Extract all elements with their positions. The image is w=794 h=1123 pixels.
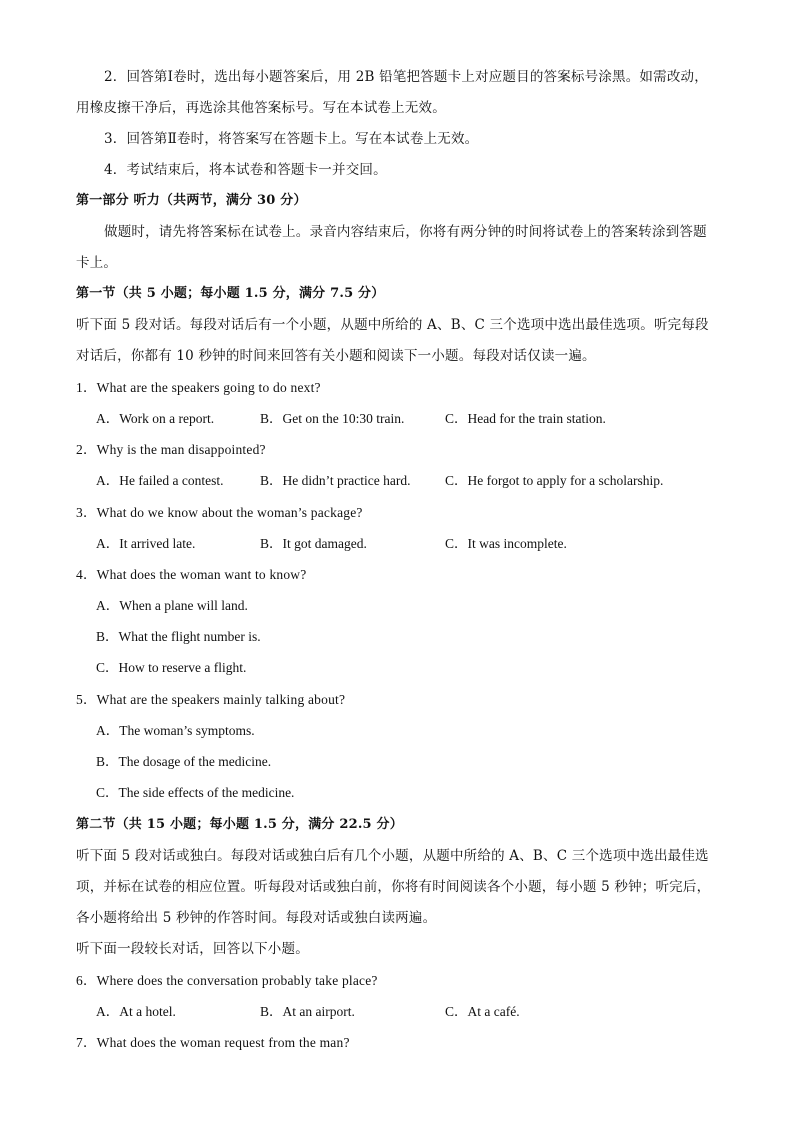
question-3-stem: 3．What do we know about the woman’s package? (76, 505, 363, 520)
question-6-stem: 6．Where does the conversation probably take place? (76, 973, 378, 988)
section2-intro-line-1: 听下面 5 段对话或独白。每段对话或独白后有几个小题，从题中所给的 A、B、C 三个选项中选出最佳选 (76, 848, 709, 864)
question-5-option-c: C．The side effects of the medicine. (96, 785, 295, 800)
question-4-option-b: B．What the flight number is. (96, 629, 261, 644)
instruction-item-4: 4．考试结束后，将本试卷和答题卡一并交回。 (104, 162, 387, 178)
question-4-option-a: A．When a plane will land. (96, 598, 248, 613)
question-3-option-b: B．It got damaged. (260, 536, 367, 551)
question-7-stem: 7．What does the woman request from the man? (76, 1035, 350, 1050)
question-2-option-b: B．He didn’t practice hard. (260, 473, 411, 488)
part1-heading: 第一部分 听力（共两节，满分 30 分） (76, 193, 307, 208)
question-6-option-c: C．At a café. (445, 1004, 520, 1019)
question-1-option-a: A．Work on a report. (96, 411, 215, 426)
section2-heading: 第二节（共 15 小题；每小题 1.5 分，满分 22.5 分） (76, 817, 403, 832)
part1-intro-line-2: 卡上。 (76, 255, 118, 271)
question-1-option-c: C．Head for the train station. (445, 411, 606, 426)
question-3-option-c: C．It was incomplete. (445, 536, 567, 551)
section1-intro-line-1: 听下面 5 段对话。每段对话后有一个小题，从题中所给的 A、B、C 三个选项中选出最佳选项。听完每段 (76, 317, 709, 333)
question-6-option-b: B．At an airport. (260, 1004, 355, 1019)
section2-intro-line-3: 各小题将给出 5 秒钟的作答时间。每段对话或独白读两遍。 (76, 910, 437, 926)
instruction-item-2-line-2: 用橡皮擦干净后，再选涂其他答案标号。写在本试卷上无效。 (76, 100, 446, 116)
part1-intro-line-1: 做题时，请先将答案标在试卷上。录音内容结束后，你将有两分钟的时间将试卷上的答案转涂到答题 (104, 224, 707, 240)
question-3-option-a: A．It arrived late. (96, 536, 196, 551)
question-2-option-a: A．He failed a contest. (96, 473, 224, 488)
question-6-option-a: A．At a hotel. (96, 1004, 176, 1019)
instruction-item-3: 3．回答第Ⅱ卷时，将答案写在答题卡上。写在本试卷上无效。 (104, 131, 479, 147)
passage-intro: 听下面一段较长对话，回答以下小题。 (76, 941, 309, 957)
question-5-stem: 5．What are the speakers mainly talking about? (76, 692, 346, 707)
question-1-option-b: B．Get on the 10:30 train. (260, 411, 405, 426)
question-2-stem: 2．Why is the man disappointed? (76, 442, 266, 457)
question-2-option-c: C．He forgot to apply for a scholarship. (445, 473, 664, 488)
question-1-stem: 1．What are the speakers going to do next? (76, 380, 321, 395)
question-5-option-b: B．The dosage of the medicine. (96, 754, 272, 769)
instruction-item-2-line-1: 2．回答第Ⅰ卷时，选出每小题答案后，用 2B 铅笔把答题卡上对应题目的答案标号涂黑。如需改动， (104, 69, 708, 85)
question-4-stem: 4．What does the woman want to know? (76, 567, 307, 582)
question-4-option-c: C．How to reserve a flight. (96, 660, 247, 675)
section1-heading: 第一节（共 5 小题；每小题 1.5 分，满分 7.5 分） (76, 286, 385, 301)
section2-intro-line-2: 项，并标在试卷的相应位置。听每段对话或独白前，你将有时间阅读各个小题，每小题 5 秒钟；听完后， (76, 879, 711, 895)
question-5-option-a: A．The woman’s symptoms. (96, 723, 255, 738)
section1-intro-line-2: 对话后，你都有 10 秒钟的时间来回答有关小题和阅读下一小题。每段对话仅读一遍。 (76, 348, 596, 364)
